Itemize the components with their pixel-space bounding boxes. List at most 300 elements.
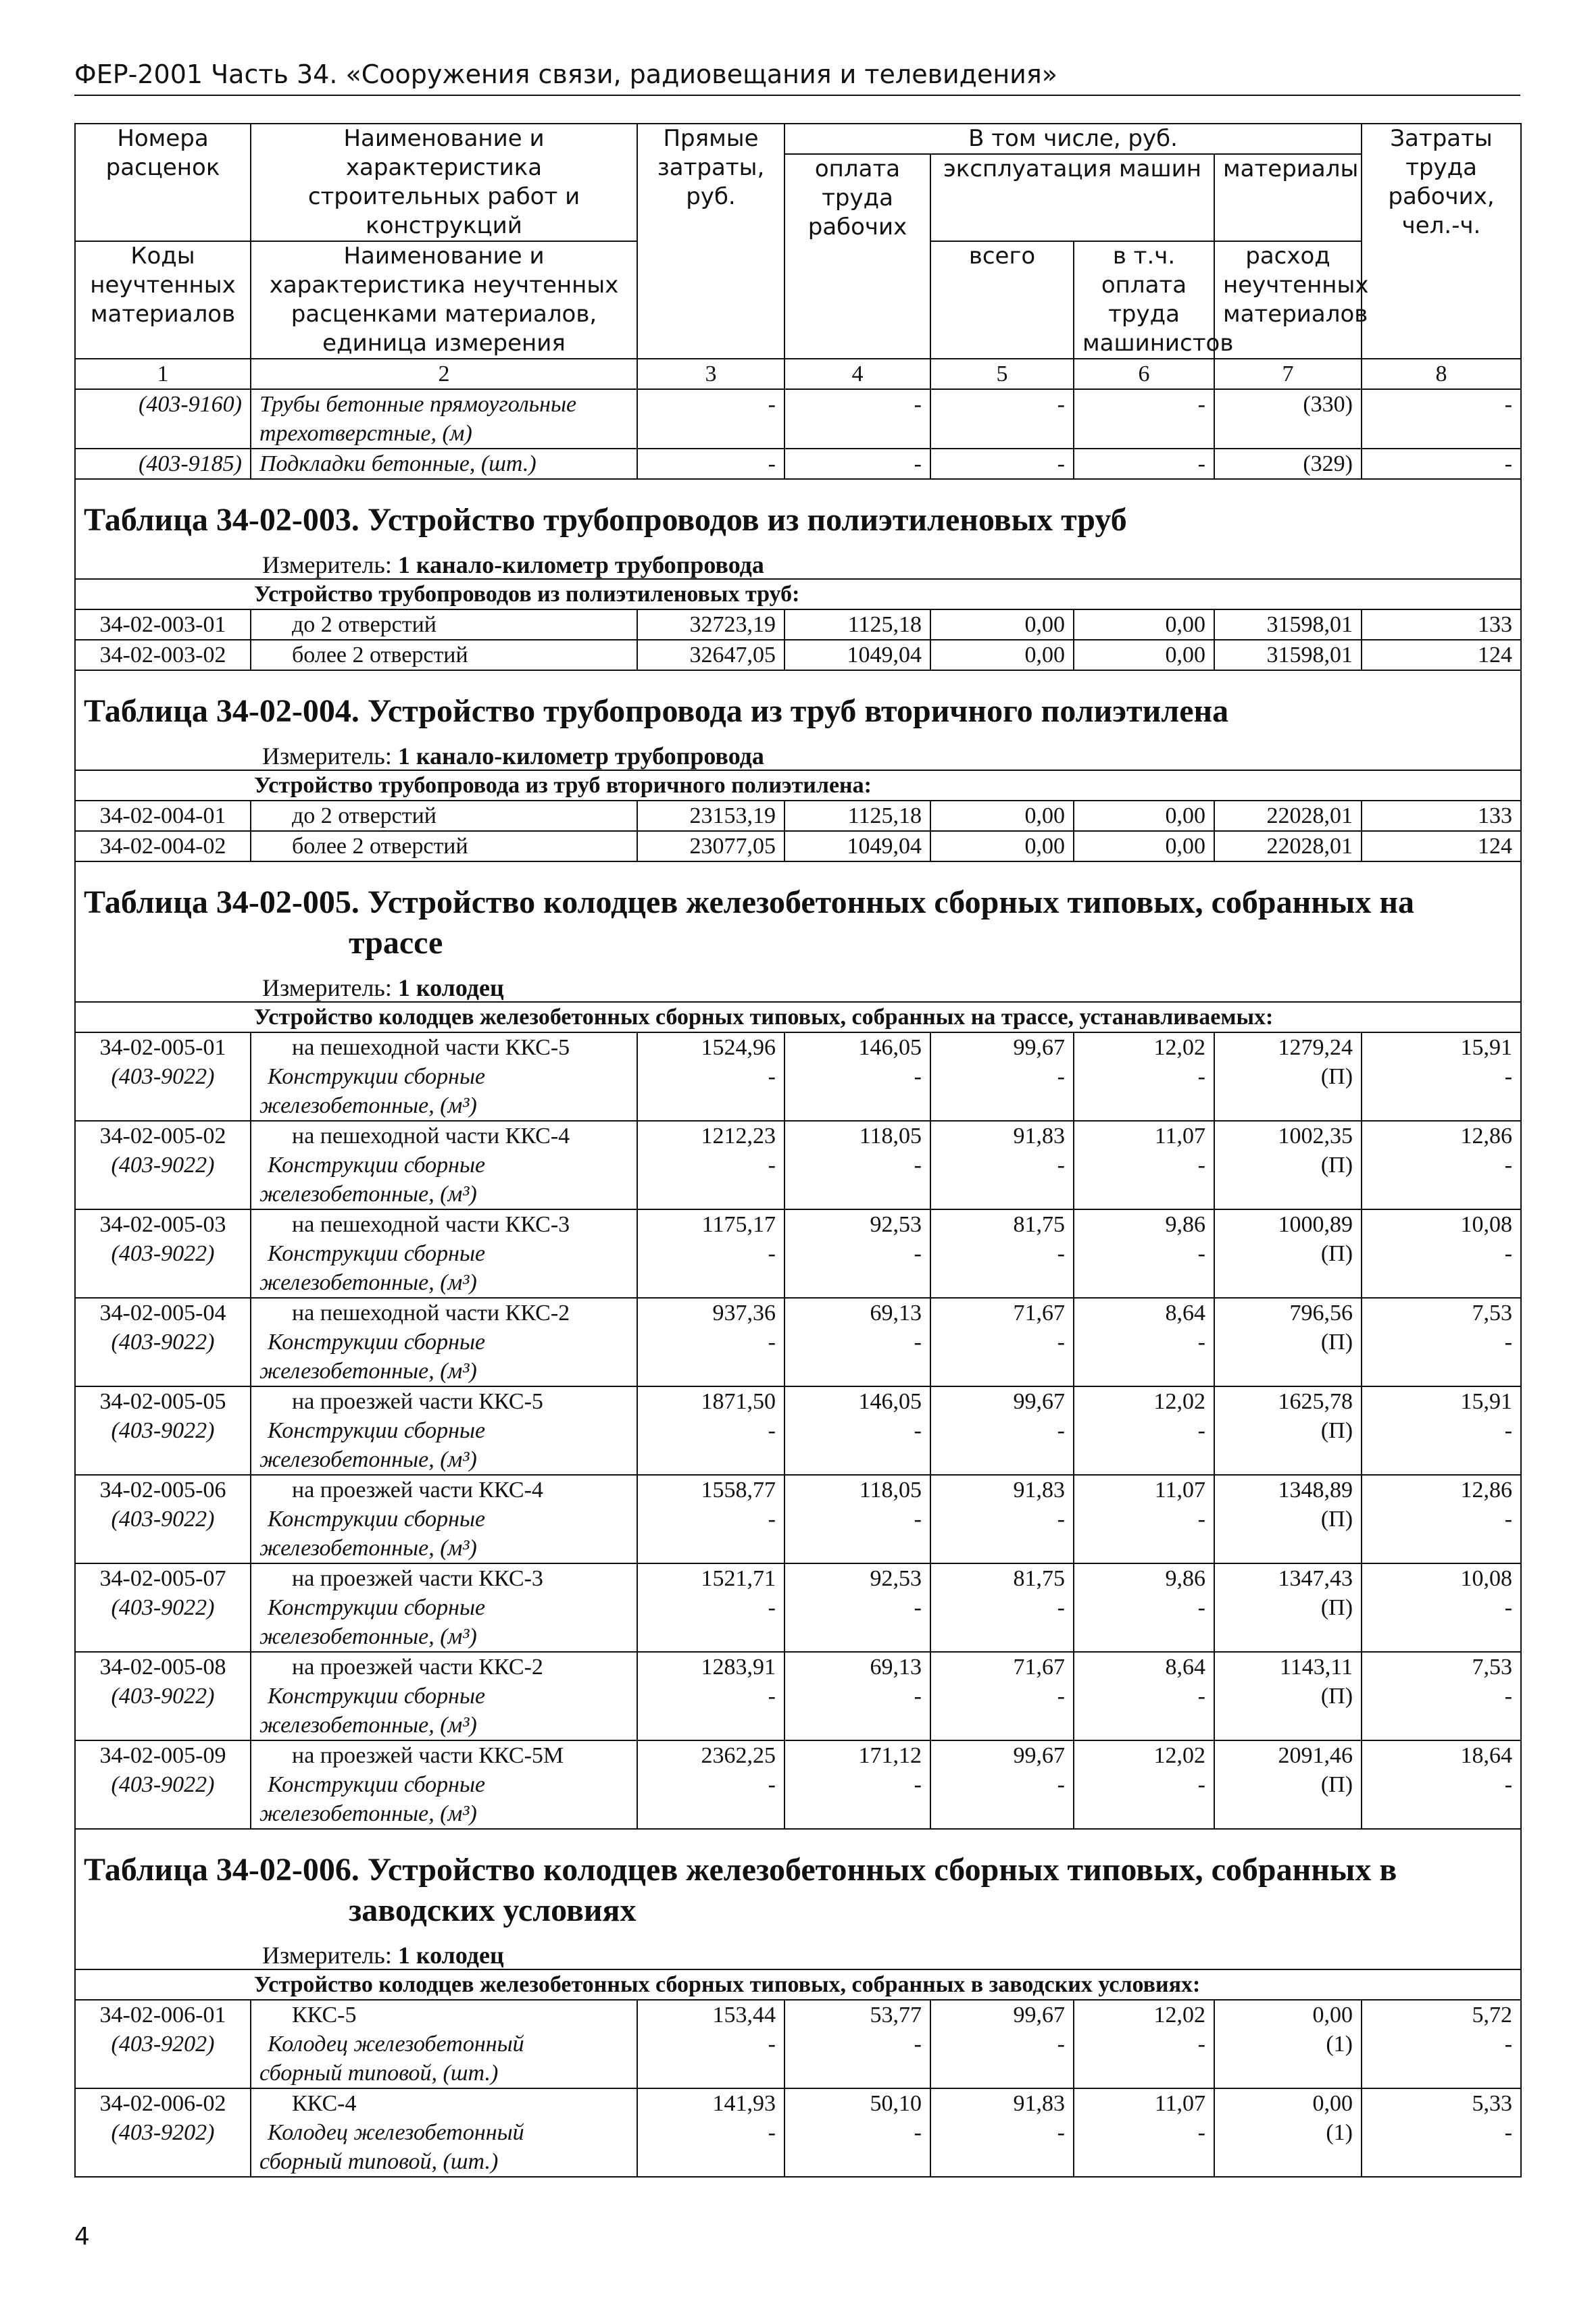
section-title-cell (75, 1829, 1521, 1969)
value-cell: 12,02 (1074, 1386, 1214, 1416)
measure-value: 1 колодец (397, 1942, 504, 1969)
value-cell: 10,08 (1362, 1209, 1521, 1239)
value-cell: 92,53 (784, 1209, 930, 1239)
document-body (74, 123, 1520, 2178)
work-name: ККС-5 (251, 2000, 637, 2030)
value-cell: 1871,50 (637, 1386, 784, 1416)
value-cell: - (637, 449, 784, 479)
col-number: 7 (1214, 359, 1362, 389)
rate-code: 34-02-005-07 (75, 1563, 251, 1593)
value-cell: - (784, 389, 930, 449)
work-name: на пешеходной части ККС-2 (251, 1298, 637, 1328)
value-cell: (П) (1214, 1151, 1362, 1209)
col-number: 1 (75, 359, 251, 389)
value-cell: 0,00 (1074, 831, 1214, 861)
value-cell: - (1362, 1505, 1521, 1563)
value-cell: 12,02 (1074, 2000, 1214, 2030)
value-cell: 1347,43 (1214, 1563, 1362, 1593)
work-name: ККС-4 (251, 2088, 637, 2118)
value-cell: 99,67 (930, 1740, 1074, 1770)
value-cell: - (637, 389, 784, 449)
price-table (74, 123, 1522, 2178)
table-row (75, 1209, 1521, 1239)
value-cell: 1143,11 (1214, 1652, 1362, 1682)
value-cell: 937,36 (637, 1298, 784, 1328)
material-name (251, 1505, 637, 1563)
value-cell: 124 (1362, 831, 1521, 861)
value-cell: - (930, 1062, 1074, 1121)
value-cell: 0,00 (930, 640, 1074, 670)
value-cell: (П) (1214, 1505, 1362, 1563)
value-cell: - (1074, 1682, 1214, 1740)
value-cell: - (930, 1151, 1074, 1209)
value-cell: 0,00 (1214, 2088, 1362, 2118)
material-name: Подкладки бетонные, (шт.) (251, 449, 637, 479)
value-cell: - (637, 1328, 784, 1386)
work-name: на проезжей части ККС-4 (251, 1475, 637, 1505)
value-cell: (П) (1214, 1416, 1362, 1475)
group-row (75, 1969, 1521, 2000)
value-cell: 92,53 (784, 1563, 930, 1593)
value-cell: 11,07 (1074, 1475, 1214, 1505)
group-row (75, 579, 1521, 609)
value-cell: (П) (1214, 1593, 1362, 1652)
value-cell: 8,64 (1074, 1298, 1214, 1328)
section-title (84, 1830, 1512, 1936)
value-cell: 71,67 (930, 1298, 1074, 1328)
material-name-line: железобетонные, (м³) (259, 1093, 477, 1118)
value-cell: 0,00 (930, 801, 1074, 831)
value-cell: - (1362, 1593, 1521, 1652)
value-cell: - (1362, 1151, 1521, 1209)
value-cell: 118,05 (784, 1121, 930, 1151)
measure-unit (84, 546, 1512, 578)
material-code: (403-9022) (75, 1416, 251, 1475)
value-cell: - (784, 1682, 930, 1740)
work-name: более 2 отверстий (251, 831, 637, 861)
value-cell: 2091,46 (1214, 1740, 1362, 1770)
material-name-line: Колодец железобетонный (268, 2032, 524, 2057)
group-label: Устройство трубопроводов из полиэтиленовых труб: (75, 579, 1521, 609)
value-cell: 1049,04 (784, 640, 930, 670)
section-title (84, 480, 1512, 546)
value-cell: - (930, 1770, 1074, 1829)
value-cell: 12,86 (1362, 1475, 1521, 1505)
section-title-text: Таблица 34-02-004. Устройство трубопровода из труб вторичного полиэтилена (84, 693, 1229, 729)
material-name (251, 1682, 637, 1740)
material-name-line: Конструкции сборные (268, 1153, 486, 1178)
section-title-text: Таблица 34-02-003. Устройство трубопроводов из полиэтиленовых труб (84, 502, 1127, 538)
value-cell: - (930, 449, 1074, 479)
value-cell: 2362,25 (637, 1740, 784, 1770)
value-cell: - (784, 2118, 930, 2177)
value-cell: - (930, 1505, 1074, 1563)
value-cell: (330) (1214, 389, 1362, 449)
value-cell: 81,75 (930, 1563, 1074, 1593)
material-name-line: железобетонные, (м³) (259, 1624, 477, 1649)
material-name-line: железобетонные, (м³) (259, 1182, 477, 1207)
material-code: (403-9022) (75, 1593, 251, 1652)
rate-code: 34-02-005-06 (75, 1475, 251, 1505)
value-cell: 146,05 (784, 1386, 930, 1416)
material-name (251, 1239, 637, 1298)
column-numbers-row (75, 359, 1521, 389)
value-cell: - (1362, 2030, 1521, 2088)
value-cell: 171,12 (784, 1740, 930, 1770)
rate-code: 34-02-004-01 (75, 801, 251, 831)
value-cell: 1000,89 (1214, 1209, 1362, 1239)
value-cell: - (1362, 1239, 1521, 1298)
table-row (75, 1652, 1521, 1682)
measure-label: Измеритель: (262, 974, 392, 1001)
measure-value: 1 канало-километр трубопровода (397, 743, 764, 770)
measure-value: 1 колодец (397, 974, 504, 1001)
value-cell: 5,72 (1362, 2000, 1521, 2030)
col-header-4: оплата труда рабочих (784, 154, 930, 359)
value-cell: 7,53 (1362, 1298, 1521, 1328)
section-header (75, 1829, 1521, 1969)
section-title (84, 671, 1512, 737)
material-name-line: сборный типовой, (шт.) (259, 2061, 499, 2086)
value-cell: - (637, 1770, 784, 1829)
value-cell: 8,64 (1074, 1652, 1214, 1682)
table-row (75, 2000, 1521, 2030)
value-cell: 1125,18 (784, 609, 930, 640)
value-cell: 1625,78 (1214, 1386, 1362, 1416)
material-code: (403-9202) (75, 2118, 251, 2177)
value-cell: 23077,05 (637, 831, 784, 861)
value-cell: - (1362, 449, 1521, 479)
section-title-continuation: заводских условиях (349, 1892, 637, 1928)
material-code: (403-9022) (75, 1682, 251, 1740)
value-cell: 18,64 (1362, 1740, 1521, 1770)
value-cell: (П) (1214, 1062, 1362, 1121)
value-cell: 133 (1362, 801, 1521, 831)
table-row (75, 449, 1521, 479)
material-name (251, 1770, 637, 1829)
rate-code: 34-02-004-02 (75, 831, 251, 861)
value-cell: 0,00 (930, 831, 1074, 861)
value-cell: 53,77 (784, 2000, 930, 2030)
col-header-2-bottom: Наименование и характеристика неучтенных расценками материалов, единица измерения (251, 241, 637, 359)
table-row (75, 801, 1521, 831)
material-name-line: железобетонные, (м³) (259, 1713, 477, 1738)
table-row (75, 1298, 1521, 1328)
work-name: на проезжей части ККС-2 (251, 1652, 637, 1682)
col-header-3: Прямые затраты, руб. (637, 124, 784, 359)
section-title-continuation: трассе (349, 925, 443, 961)
col-number: 8 (1362, 359, 1521, 389)
value-cell: - (1074, 2030, 1214, 2088)
value-cell: - (930, 1593, 1074, 1652)
value-cell: - (930, 2118, 1074, 2177)
value-cell: (1) (1214, 2118, 1362, 2177)
work-name: на проезжей части ККС-5М (251, 1740, 637, 1770)
value-cell: (П) (1214, 1770, 1362, 1829)
rate-code: 34-02-003-02 (75, 640, 251, 670)
col-number: 6 (1074, 359, 1214, 389)
value-cell: - (637, 1239, 784, 1298)
group-row (75, 1002, 1521, 1032)
value-cell: 0,00 (1074, 640, 1214, 670)
value-cell: 1002,35 (1214, 1121, 1362, 1151)
rate-code: 34-02-005-01 (75, 1032, 251, 1062)
material-name-line: Конструкции сборные (268, 1418, 486, 1443)
rate-code: 34-02-003-01 (75, 609, 251, 640)
measure-label: Измеритель: (262, 743, 392, 770)
work-name: до 2 отверстий (251, 609, 637, 640)
value-cell: - (637, 2118, 784, 2177)
material-name (251, 2118, 637, 2177)
value-cell: - (1362, 389, 1521, 449)
col-header-machines: эксплуатация машин (930, 154, 1214, 241)
value-cell: - (1362, 2118, 1521, 2177)
material-name-line: железобетонные, (м³) (259, 1536, 477, 1561)
value-cell: 1524,96 (637, 1032, 784, 1062)
material-name-line: Конструкции сборные (268, 1772, 486, 1797)
value-cell: - (784, 1239, 930, 1298)
section-title-cell (75, 670, 1521, 770)
rate-code: 34-02-005-08 (75, 1652, 251, 1682)
value-cell: - (1074, 1062, 1214, 1121)
material-code: (403-9022) (75, 1239, 251, 1298)
value-cell: - (637, 1416, 784, 1475)
value-cell: 0,00 (1074, 801, 1214, 831)
table-row (75, 1386, 1521, 1416)
value-cell: 1049,04 (784, 831, 930, 861)
value-cell: - (1074, 1416, 1214, 1475)
table-row (75, 640, 1521, 670)
table-row (75, 831, 1521, 861)
col-header-group: В том числе, руб. (784, 124, 1362, 154)
material-code: (403-9022) (75, 1151, 251, 1209)
work-name: на пешеходной части ККС-3 (251, 1209, 637, 1239)
measure-value: 1 канало-километр трубопровода (397, 551, 764, 578)
value-cell: - (637, 1151, 784, 1209)
value-cell: 124 (1362, 640, 1521, 670)
value-cell: 133 (1362, 609, 1521, 640)
value-cell: 1283,91 (637, 1652, 784, 1682)
col-number: 3 (637, 359, 784, 389)
rate-code: 34-02-005-04 (75, 1298, 251, 1328)
value-cell: 32647,05 (637, 640, 784, 670)
rate-code: 34-02-005-02 (75, 1121, 251, 1151)
measure-unit (84, 1936, 1512, 1969)
value-cell: (П) (1214, 1239, 1362, 1298)
col-number: 5 (930, 359, 1074, 389)
value-cell: 146,05 (784, 1032, 930, 1062)
material-name-line: Конструкции сборные (268, 1684, 486, 1709)
value-cell: 99,67 (930, 2000, 1074, 2030)
value-cell: 1521,71 (637, 1563, 784, 1593)
value-cell: 91,83 (930, 2088, 1074, 2118)
section-title-cell (75, 479, 1521, 579)
value-cell: - (784, 1328, 930, 1386)
group-label: Устройство колодцев железобетонных сборных типовых, собранных в заводских условиях: (75, 1969, 1521, 2000)
table-row (75, 1032, 1521, 1062)
section-header (75, 861, 1521, 1002)
value-cell: - (930, 1328, 1074, 1386)
table-row (75, 609, 1521, 640)
material-name (251, 1416, 637, 1475)
group-row (75, 770, 1521, 801)
value-cell: 91,83 (930, 1121, 1074, 1151)
value-cell: 9,86 (1074, 1563, 1214, 1593)
value-cell: 91,83 (930, 1475, 1074, 1505)
section-header (75, 670, 1521, 770)
material-name (251, 2030, 637, 2088)
work-name: на проезжей части ККС-5 (251, 1386, 637, 1416)
value-cell: - (637, 1593, 784, 1652)
value-cell: 22028,01 (1214, 801, 1362, 831)
value-cell: 153,44 (637, 2000, 784, 2030)
col-header-7: расход неучтенных материалов (1214, 241, 1362, 359)
value-cell: 15,91 (1362, 1386, 1521, 1416)
value-cell: 0,00 (930, 609, 1074, 640)
measure-unit (84, 737, 1512, 770)
page-number: 4 (74, 2223, 90, 2250)
value-cell: - (784, 1151, 930, 1209)
material-name-line: Конструкции сборные (268, 1330, 486, 1355)
material-name-line: Конструкции сборные (268, 1507, 486, 1532)
section-header (75, 479, 1521, 579)
section-title-text: Таблица 34-02-006. Устройство колодцев железобетонных сборных типовых, собранных в (84, 1852, 1397, 1888)
material-name-line: железобетонные, (м³) (259, 1801, 477, 1826)
work-name: на пешеходной части ККС-5 (251, 1032, 637, 1062)
material-name-line: Конструкции сборные (268, 1595, 486, 1620)
table-row (75, 2088, 1521, 2118)
value-cell: - (637, 1505, 784, 1563)
value-cell: 15,91 (1362, 1032, 1521, 1062)
material-name (251, 1151, 637, 1209)
work-name: до 2 отверстий (251, 801, 637, 831)
value-cell: 12,86 (1362, 1121, 1521, 1151)
value-cell: 31598,01 (1214, 609, 1362, 640)
value-cell: 11,07 (1074, 1121, 1214, 1151)
value-cell: 118,05 (784, 1475, 930, 1505)
measure-unit (84, 969, 1512, 1001)
value-cell: 81,75 (930, 1209, 1074, 1239)
group-label: Устройство колодцев железобетонных сборных типовых, собранных на трассе, устанавливаемых: (75, 1002, 1521, 1032)
col-header-1-top: Номера расценок (75, 124, 251, 241)
value-cell: - (1074, 389, 1214, 449)
material-name-line: железобетонные, (м³) (259, 1447, 477, 1472)
col-header-6: в т.ч. оплата труда машинистов (1074, 241, 1214, 359)
value-cell: 50,10 (784, 2088, 930, 2118)
value-cell: 1558,77 (637, 1475, 784, 1505)
value-cell: - (784, 449, 930, 479)
value-cell: (П) (1214, 1682, 1362, 1740)
value-cell: - (784, 2030, 930, 2088)
value-cell: (П) (1214, 1328, 1362, 1386)
value-cell: - (1362, 1682, 1521, 1740)
value-cell: 10,08 (1362, 1563, 1521, 1593)
value-cell: - (930, 1416, 1074, 1475)
material-code: (403-9160) (75, 389, 251, 449)
value-cell: - (1074, 1239, 1214, 1298)
value-cell: 1279,24 (1214, 1032, 1362, 1062)
page-header: ФЕР-2001 Часть 34. «Сооружения связи, радиовещания и телевидения» (74, 59, 1520, 96)
value-cell: 1125,18 (784, 801, 930, 831)
section-title (84, 862, 1512, 969)
value-cell: 1175,17 (637, 1209, 784, 1239)
value-cell: - (784, 1062, 930, 1121)
material-code: (403-9022) (75, 1328, 251, 1386)
material-name-line: железобетонные, (м³) (259, 1270, 477, 1295)
material-name (251, 1328, 637, 1386)
measure-label: Измеритель: (262, 1942, 392, 1969)
work-name: более 2 отверстий (251, 640, 637, 670)
value-cell: - (1362, 1328, 1521, 1386)
rate-code: 34-02-005-05 (75, 1386, 251, 1416)
value-cell: - (1362, 1770, 1521, 1829)
value-cell: 141,93 (637, 2088, 784, 2118)
rate-code: 34-02-006-02 (75, 2088, 251, 2118)
material-code: (403-9022) (75, 1770, 251, 1829)
col-header-5: всего (930, 241, 1074, 359)
measure-label: Измеритель: (262, 551, 392, 578)
value-cell: - (930, 2030, 1074, 2088)
rate-code: 34-02-005-09 (75, 1740, 251, 1770)
material-name (251, 1593, 637, 1652)
value-cell: 11,07 (1074, 2088, 1214, 2118)
table-row (75, 389, 1521, 449)
col-number: 4 (784, 359, 930, 389)
material-code: (403-9022) (75, 1505, 251, 1563)
col-number: 2 (251, 359, 637, 389)
value-cell: - (784, 1770, 930, 1829)
value-cell: 99,67 (930, 1386, 1074, 1416)
value-cell: 1212,23 (637, 1121, 784, 1151)
value-cell: 31598,01 (1214, 640, 1362, 670)
material-name-line: Конструкции сборные (268, 1064, 486, 1089)
value-cell: - (1074, 1593, 1214, 1652)
value-cell: 69,13 (784, 1298, 930, 1328)
value-cell: 0,00 (1214, 2000, 1362, 2030)
section-title-cell (75, 861, 1521, 1002)
value-cell: - (1074, 1505, 1214, 1563)
value-cell: - (637, 2030, 784, 2088)
value-cell: 0,00 (1074, 609, 1214, 640)
value-cell: - (930, 389, 1074, 449)
rate-code: 34-02-006-01 (75, 2000, 251, 2030)
material-name-line: Колодец железобетонный (268, 2120, 524, 2145)
value-cell: - (784, 1505, 930, 1563)
value-cell: 12,02 (1074, 1032, 1214, 1062)
value-cell: - (1074, 449, 1214, 479)
col-header-materials: материалы (1214, 154, 1362, 241)
material-name (251, 1062, 637, 1121)
value-cell: - (1074, 1151, 1214, 1209)
group-label: Устройство трубопровода из труб вторичного полиэтилена: (75, 770, 1521, 801)
value-cell: - (784, 1416, 930, 1475)
value-cell: 23153,19 (637, 801, 784, 831)
table-row (75, 1563, 1521, 1593)
material-code: (403-9185) (75, 449, 251, 479)
value-cell: - (930, 1239, 1074, 1298)
material-name: Трубы бетонные прямоугольные трехотверстные, (м) (251, 389, 637, 449)
value-cell: 9,86 (1074, 1209, 1214, 1239)
table-row (75, 1121, 1521, 1151)
value-cell: - (637, 1062, 784, 1121)
value-cell: - (1074, 1328, 1214, 1386)
col-header-1-bottom: Коды неучтенных материалов (75, 241, 251, 359)
value-cell: - (1362, 1062, 1521, 1121)
material-code: (403-9022) (75, 1062, 251, 1121)
value-cell: 71,67 (930, 1652, 1074, 1682)
value-cell: - (930, 1682, 1074, 1740)
value-cell: 22028,01 (1214, 831, 1362, 861)
